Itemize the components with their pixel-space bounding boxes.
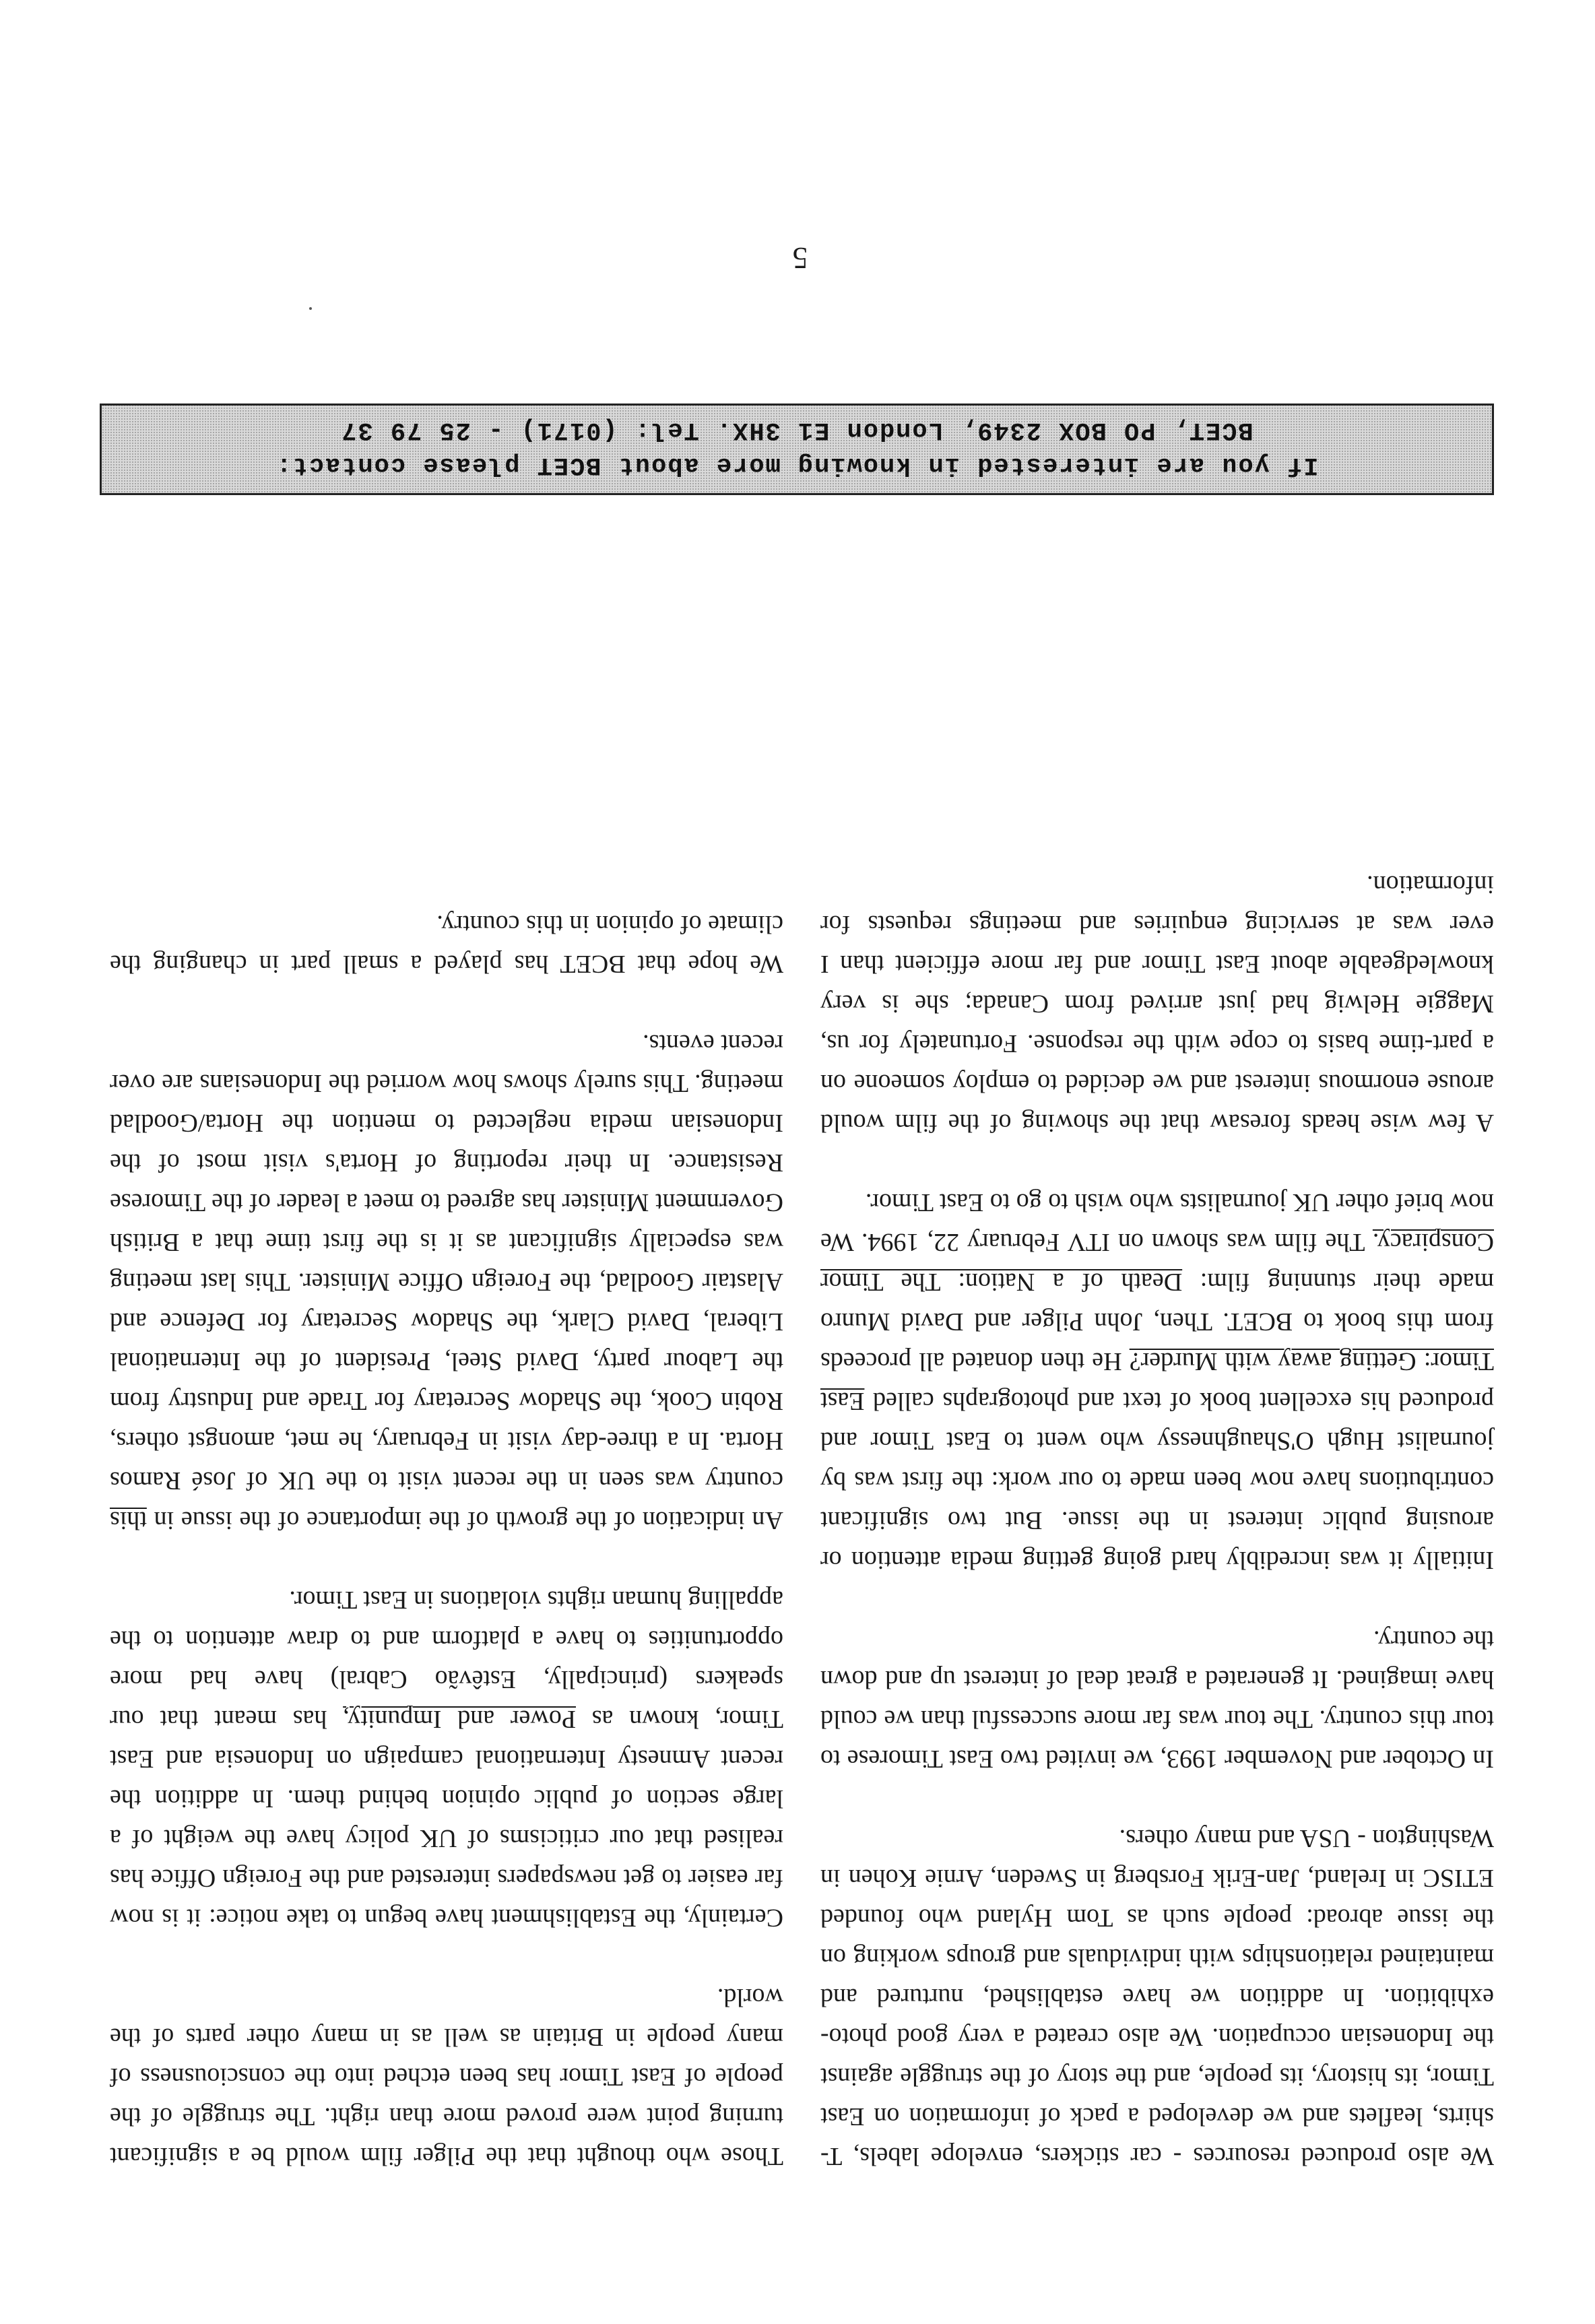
- contact-line-2: BCET, PO BOX 2349, London E1 3HX. Tel: (0171) - 25 79 37: [340, 416, 1254, 444]
- film-title: Death of a Nation: The Timor Conspiracy.: [820, 1228, 1494, 1296]
- campaign-title: Power and Impunity,: [343, 1705, 576, 1733]
- right-column: [110, 864, 783, 2176]
- emphasis-this: this: [109, 1506, 147, 1535]
- paragraph-tour: In October and November 1993, we invited two East Timorese to tour this country. The tour was far more successful than we could have imagined. It generated a great deal of interest up and down the country.: [820, 1625, 1494, 1773]
- paragraph-contributions: [820, 1182, 1494, 1580]
- paragraph-response: A few wise heads foresaw that the showing of the film would arouse enormous interest and we decided to employ someone on a part-time basis to cope with the response. Fortunately for us, Maggie Helwig had just arrived from Canada; she is very knowledgeable about East Timor and far more efficient than I ever was at servicing enquiries and meetings requests for information.: [820, 870, 1494, 1137]
- page-number: 5: [792, 241, 808, 276]
- contact-line-1: If you are interested in knowing more about BCET please contact:: [275, 451, 1319, 479]
- horta-text: An indication of the growth of the importance of the issue in: [154, 1506, 783, 1535]
- paragraph-horta-visit: [110, 1023, 783, 1540]
- paragraph-establishment: [110, 1580, 783, 1937]
- scan-speck: [309, 307, 312, 310]
- horta-text-2: country was seen in the recent visit to the UK of José Ramos Horta. In a three-day visit in February, he met, amongst others, Robin Cook, the Shadow Secretary for Trade and Industry from the Labour party, David Steel, President of the International Liberal, David Clark, the Shadow Secretary for Defence and Alastair Goodlad, the Foreign Office Minister. This last meeting was especially significant as it is the first time that a British Government Minister has agreed to meet a leader of the Timorese Resistance. In their reporting of Horta's visit most of the Indonesian media neglected to mention the Horta/Goodlad meeting. This surely shows how worried the Indonesians are over recent events.: [110, 1029, 783, 1495]
- contributions-text-3: The film was shown on ITV February 22, 1994. We now brief other UK journalists who wish to go to East Timor.: [820, 1188, 1494, 1256]
- book-title: East Timor: Getting away with Murder?: [820, 1347, 1494, 1415]
- paragraph-pilger-film: Those who thought that the Pilger film would be a significant turning point were proved more than right. The struggle of the people of East Timor has been etched into the consciousness of many people in Britain as well as in many other parts of the world.: [110, 1983, 783, 2170]
- paragraph-closing: We hope that BCET has played a small part in changing the climate of opinion in this country.: [110, 910, 783, 978]
- left-column: [820, 825, 1494, 2176]
- establishment-text-2: has meant that our speakers (principally, Estêvão Cabral) have had more opportunities to have a platform and to draw attention to the appalling human rights violations in East Timor.: [109, 1586, 783, 1733]
- paragraph-resources: We also produced resources - car stickers, envelope labels, T-shirts, leaflets and we developed a pack of information on East Timor, its history, its people, and the story of the struggle against the Indonesian occupation. We also created a very good photo-exhibition. In addition we have established, nurtured and maintained relationships with individuals and groups working on the issue abroad: people such as Tom Hyland who founded ETISC in Ireland, Jan-Erik Forsberg in Sweden, Arnie Kohen in Washington - USA and many others.: [820, 1824, 1494, 2170]
- contact-box: [100, 404, 1494, 495]
- establishment-text: Certainly, the Establishment have begun to take notice: it is now far easier to get newspapers interested and the Foreign Office has realised that our criticisms of UK policy have the weight of a large section of public opinion behind them. In addition the recent Amnesty International campaign on Indonesia and East Timor, known as: [110, 1705, 783, 1932]
- contributions-text-2: He then donated all proceeds from this book to BCET. Then, John Pilger and David Munro made their stunning film:: [820, 1268, 1494, 1376]
- contributions-text: Initially it was incredibly hard going getting media attention or arousing public interest in the issue. But two significant contributions have now been made to our work: the first was by journalist Hugh O'Shaughnessy who went to East Timor and produced his excellent book of text and photographs called: [820, 1387, 1494, 1574]
